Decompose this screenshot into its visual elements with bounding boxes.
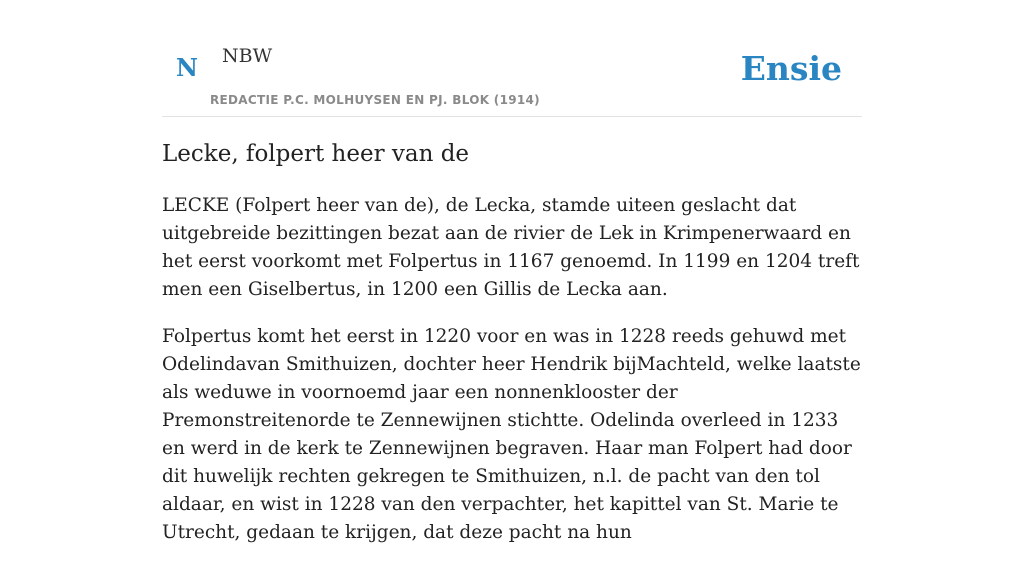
brand-logo-link[interactable]: Ensie xyxy=(740,49,842,88)
source-editors: REDACTIE P.C. MOLHUYSEN EN PJ. BLOK (1914) xyxy=(210,93,540,107)
source-logo[interactable]: N xyxy=(176,53,198,82)
article-paragraph-1: LECKE (Folpert heer van de), de Lecka, stamde uiteen geslacht dat uitgebreide bezittingen bezat aan de rivier de Lek in Krimpenerwaard en het eerst voorkomt met Folpertus in 1167 genoemd. In 1199 en 1204 treft men een Giselbertus, in 1200 een Gillis de Lecka aan. xyxy=(162,195,860,300)
source-name-link[interactable]: NBW xyxy=(222,45,273,67)
source-header xyxy=(162,0,862,117)
article-paragraph-2: Folpertus komt het eerst in 1220 voor en was in 1228 reeds gehuwd met Odelindavan Smithuizen, dochter heer Hendrik bijMachteld, welke laatste als weduwe in voornoemd jaar een nonnenklooster der Premonstreitenorde te Zennewijnen stichtte. Odelinda overleed in 1233 en werd in de kerk te Zennewijnen begraven. Haar man Folpert had door dit huwelijk rechten gekregen te Smithuizen, n.l. de pacht van den tol aldaar, en wist in 1228 van den verpachter, het kapittel van St. Marie te Utrecht, gedaan te krijgen, dat deze pacht na hun xyxy=(162,326,861,543)
article-content xyxy=(162,138,862,566)
article-title: Lecke, folpert heer van de xyxy=(162,141,470,167)
